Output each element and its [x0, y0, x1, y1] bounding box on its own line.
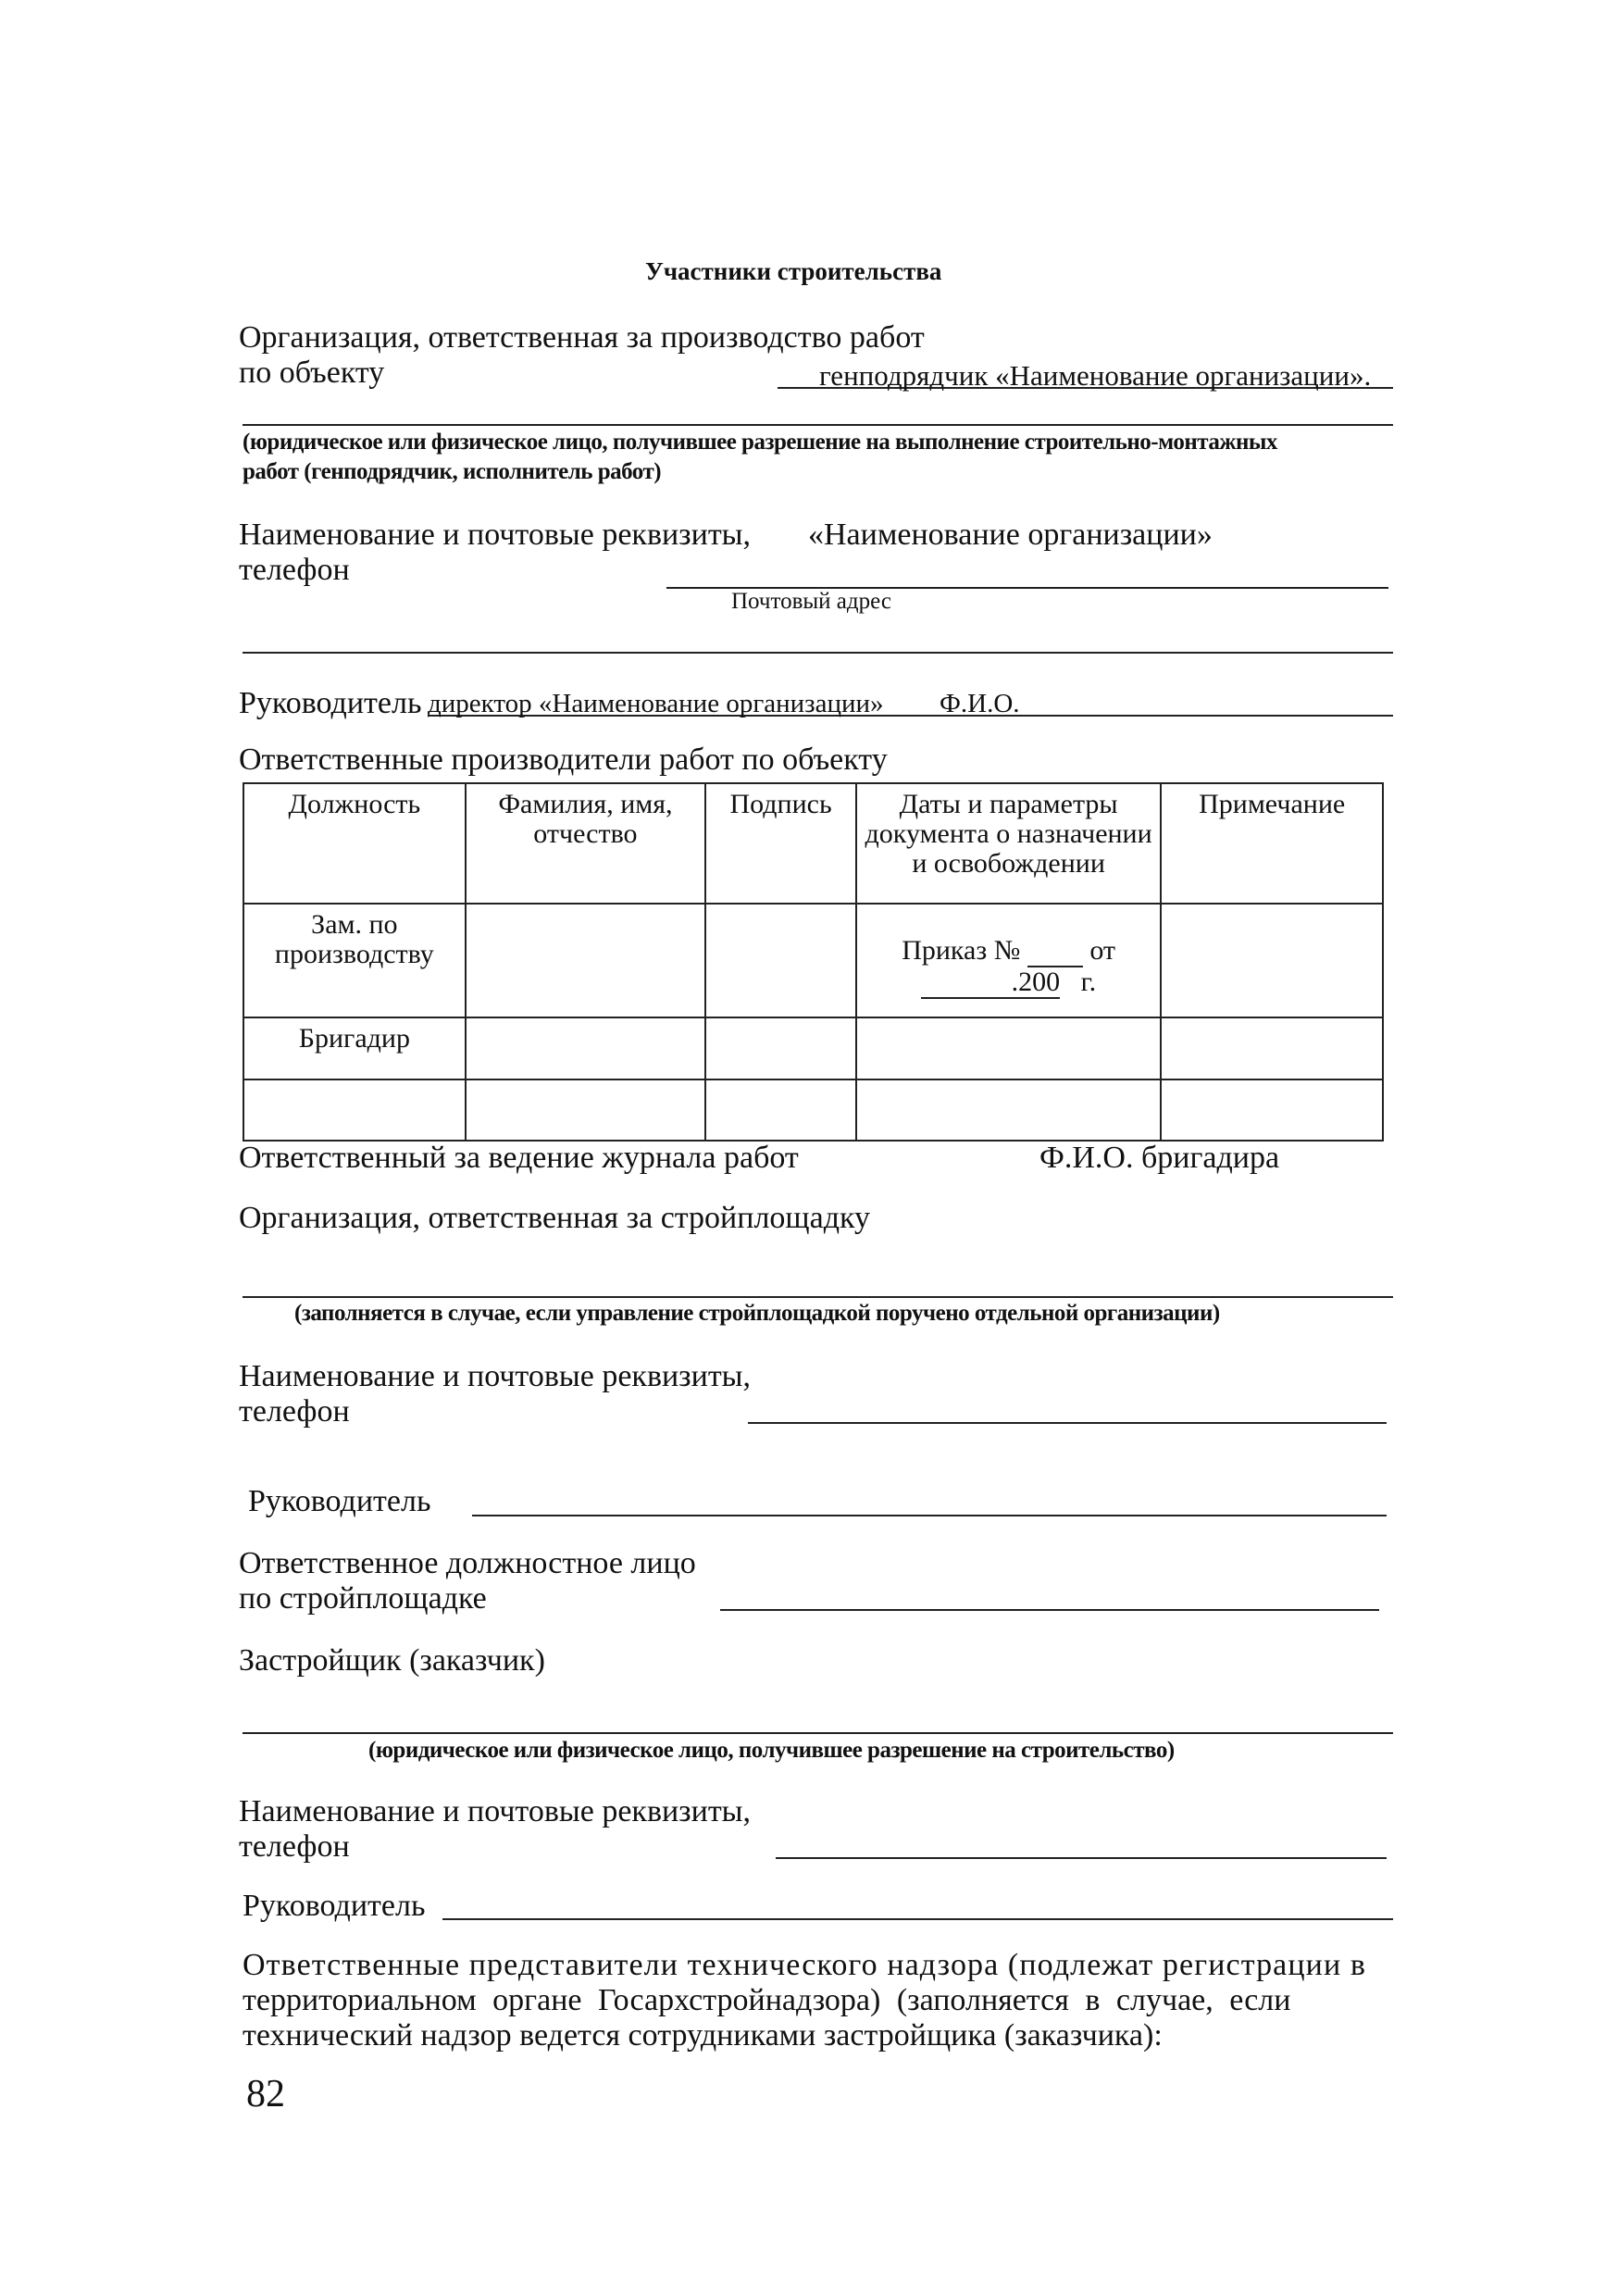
row2-document — [856, 1017, 1161, 1079]
row2-full-name — [466, 1017, 705, 1079]
table-row — [243, 1017, 1383, 1079]
head2-label: Руководитель — [248, 1484, 431, 1518]
row1-note — [1161, 904, 1383, 1017]
developer-line — [243, 1732, 1393, 1734]
org-resp-label-line2: по объекту — [239, 356, 385, 390]
requisites3-phone-label: телефон — [239, 1829, 350, 1864]
head1-name: Ф.И.О. — [940, 689, 1020, 718]
requisites1-value: «Наименование организации» — [808, 518, 1213, 552]
head3-label: Руководитель — [243, 1889, 426, 1923]
org-resp-value: генподрядчик «Наименование организации». — [819, 359, 1372, 392]
header-full-name: Фамилия, имя, отчество — [466, 783, 705, 904]
row3-signature — [705, 1079, 856, 1141]
org-resp-blank-line — [243, 424, 1393, 426]
org-resp-caption-line2: работ (генподрядчик, исполнитель работ) — [243, 459, 662, 484]
head1-label: Руководитель — [239, 686, 422, 720]
order-year: .200 — [1011, 967, 1061, 997]
row2-signature — [705, 1017, 856, 1079]
page-title: Участники строительства — [645, 257, 942, 285]
row2-note — [1161, 1017, 1383, 1079]
journal-label: Ответственный за ведение журнала работ — [239, 1141, 799, 1175]
row2-position: Бригадир — [243, 1017, 466, 1079]
header-signature: Подпись — [705, 783, 856, 904]
postal-address-caption: Почтовый адрес — [731, 589, 891, 614]
producers-title: Ответственные производители работ по объекту — [239, 742, 888, 777]
site-org-caption: (заполняется в случае, если управление стройплощадкой поручено отдельной организации) — [294, 1301, 1220, 1326]
requisites2-label: Наименование и почтовые реквизиты, — [239, 1359, 752, 1393]
head3-line — [442, 1918, 1393, 1920]
developer-label: Застройщик (заказчик) — [239, 1643, 545, 1678]
tech-supervision-line3: технический надзор ведется сотрудниками застройщика (заказчика): — [243, 2018, 1163, 2053]
order-suffix: г. — [1080, 967, 1097, 997]
row3-note — [1161, 1079, 1383, 1141]
order-from: от — [1089, 935, 1116, 966]
row3-full-name — [466, 1079, 705, 1141]
order-number-line — [1027, 936, 1083, 967]
producers-table — [243, 782, 1384, 1142]
head1-value: директор «Наименование организации» — [428, 689, 884, 718]
requisites2-phone-label: телефон — [239, 1394, 350, 1429]
row1-document — [856, 904, 1161, 1017]
row3-document — [856, 1079, 1161, 1141]
site-official-line — [720, 1609, 1379, 1611]
head2-line — [472, 1515, 1387, 1516]
table-row — [243, 1079, 1383, 1141]
org-resp-label-line1: Организация, ответственная за производство работ — [239, 320, 925, 355]
row3-position — [243, 1079, 466, 1141]
requisites3-line — [776, 1857, 1387, 1859]
requisites1-label: Наименование и почтовые реквизиты, — [239, 518, 752, 552]
table-row — [243, 904, 1383, 1017]
page-number: 82 — [246, 2073, 285, 2115]
site-org-label: Организация, ответственная за стройплощадку — [239, 1201, 871, 1235]
header-document-dates: Даты и параметры документа о назначении и освобождении — [856, 783, 1161, 904]
site-org-line — [243, 1296, 1393, 1298]
requisites3-label: Наименование и почтовые реквизиты, — [239, 1794, 752, 1828]
journal-value: Ф.И.О. бригадира — [1039, 1141, 1280, 1175]
row1-position: Зам. по производству — [243, 904, 466, 1017]
header-position: Должность — [243, 783, 466, 904]
site-official-line2: по стройплощадке — [239, 1581, 487, 1616]
postal-address-line — [243, 652, 1393, 654]
order-date-line — [921, 967, 1060, 999]
header-note: Примечание — [1161, 783, 1383, 904]
table-header-row — [243, 783, 1383, 904]
tech-supervision-line2: территориальном органе Госархстройнадзора) (заполняется в случае, если — [243, 1983, 1291, 2017]
requisites2-line — [748, 1422, 1387, 1424]
row1-full-name — [466, 904, 705, 1017]
order-label: Приказ № — [902, 935, 1021, 966]
tech-supervision-line1: Ответственные представители технического надзора (подлежат регистрации в — [243, 1948, 1367, 1982]
requisites1-phone-label: телефон — [239, 553, 350, 587]
row1-signature — [705, 904, 856, 1017]
developer-caption: (юридическое или физическое лицо, получившее разрешение на строительство) — [368, 1738, 1175, 1763]
org-resp-caption-line1: (юридическое или физическое лицо, получившее разрешение на выполнение строительно-монтажных — [243, 430, 1277, 455]
site-official-line1: Ответственное должностное лицо — [239, 1546, 696, 1580]
